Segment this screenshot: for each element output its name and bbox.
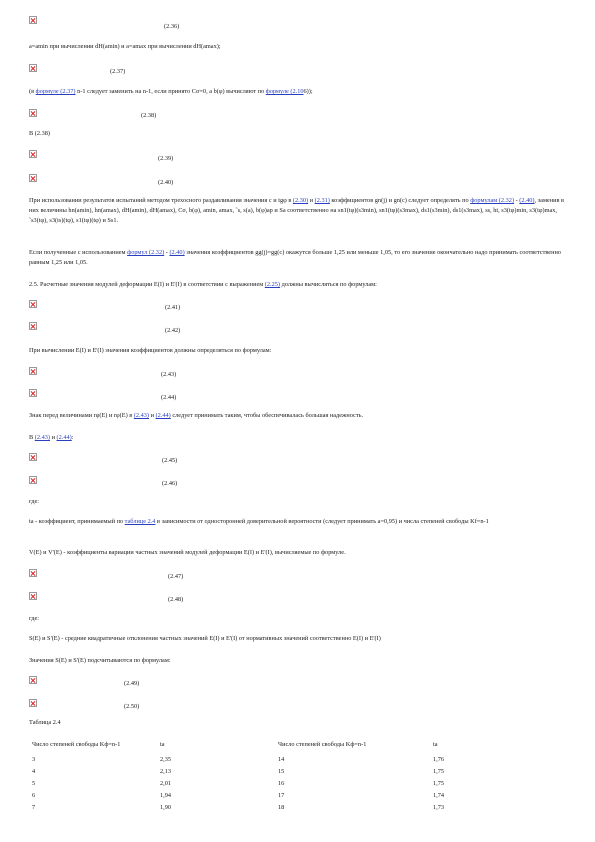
equation-number: (2.41): [165, 304, 181, 311]
table-cell: 4: [32, 768, 36, 775]
paragraph: S(E) и S'(E) - средние квадратичные отклонения частных значений E(I) и E'(I) от нормативных значений соответственно E(I) и E'(I): [29, 635, 381, 642]
table-cell: 1,90: [160, 804, 172, 811]
paragraph: Значения S(E) и S'(E) подсчитываются по формулам:: [29, 657, 171, 664]
table-cell: 7: [32, 804, 36, 811]
table-cell: 17: [278, 792, 285, 799]
formula-image-placeholder-icon: [29, 109, 37, 117]
paragraph: При вычислении E(I) и E'(I) значения коэффициентов должны определяться по формулам:: [29, 347, 272, 354]
text: в зависимости от односторонней доверительной вероятности (следует принимать a=0,95) и числа степеней свободы Kf=n-1: [155, 518, 489, 525]
equation-number: (2.40): [158, 179, 174, 186]
text: коэффициентов gn(j) и gn(c) следует определять по: [329, 197, 471, 204]
formula-image-placeholder-icon: [29, 453, 37, 461]
formula-link[interactable]: (2.40): [519, 197, 535, 204]
formula-image-placeholder-icon: [29, 676, 37, 684]
equation-number: (2.46): [162, 480, 178, 487]
formula-link[interactable]: формулам (2.32): [470, 197, 515, 204]
text: :: [71, 434, 74, 441]
table-header-cell: Число степеней свободы Kф=n-1: [32, 741, 121, 748]
formula-image-placeholder-icon: [29, 174, 37, 182]
formula-image-placeholder-icon: [29, 367, 37, 375]
paragraph: где:: [29, 498, 40, 505]
equation-number: (2.38): [141, 112, 157, 119]
paragraph: a=amin при вычислении dH(amin) и a=amax при вычислении dH(amax);: [29, 43, 221, 50]
table-title: Таблица 2.4: [29, 719, 61, 726]
formula-image-placeholder-icon: [29, 699, 37, 707]
text: 6));: [303, 88, 313, 95]
formula-image-placeholder-icon: [29, 16, 37, 24]
formula-link[interactable]: (2.44): [56, 434, 72, 441]
table-cell: 2,13: [160, 768, 172, 775]
formula-link[interactable]: формуле (2.37): [35, 88, 76, 95]
paragraph: [29, 87, 569, 97]
text: n-1 следует заменить на n-1, если принято Cσ=0, а b(φ) вычисляют по: [75, 88, 266, 95]
text: -: [164, 249, 170, 256]
table-header-cell: ta: [433, 741, 438, 748]
table-header-cell: ta: [160, 741, 165, 748]
text: и: [308, 197, 315, 204]
equation-number: (2.36): [164, 23, 180, 30]
text: При использовании результатов испытаний методом трехосного раздавливания значения с и tgφ в: [29, 197, 293, 204]
equation-number: (2.39): [158, 155, 174, 162]
table-cell: 1,75: [433, 768, 445, 775]
formula-link[interactable]: (2.31): [314, 197, 330, 204]
table-cell: 2,01: [160, 780, 172, 787]
paragraph: [29, 433, 569, 443]
paragraph: V(E) и V'(E) - коэффициенты вариации частных значений модулей деформации E(I) и E'(I), вычисляемые по формуле.: [29, 549, 346, 556]
formula-image-placeholder-icon: [29, 592, 37, 600]
paragraph: В (2.38): [29, 130, 50, 137]
table-link[interactable]: таблице 2.4: [124, 518, 156, 525]
equation-number: (2.47): [168, 573, 184, 580]
formula-link[interactable]: (2.44): [155, 412, 171, 419]
formula-link[interactable]: формул (2.32): [127, 249, 165, 256]
text: Знак перед величинами rφ(E) и rφ(E) в: [29, 412, 134, 419]
text: , заменив в них величины hn(amin), hn(amax), dH(amin), dH(amax), Cσ, b(φ), amin, amax, ˜s, s(a), b(φ)ap и Sa соответственно на sn1(tφ)(s3min), sn1(tφ)(s3max), ds1(s3min), ds1(s3max), ss, ht, s3(tφ)min, s3(tφ)max, ˜s3(tφ), s3(ts)(tφ), s1(tφ)(tφ) и Ss1.: [29, 197, 564, 224]
text: Если полученные с использованием: [29, 249, 128, 256]
text: значения коэффициентов gg(j)=gg(c) окажутся больше 1,25 или меньше 1,05, то его значение окончательно надо принимать соответственно равным 1,25 или 1,05.: [29, 249, 561, 266]
table-cell: 1,74: [433, 792, 445, 799]
paragraph: [29, 196, 569, 226]
table-cell: 3: [32, 756, 36, 763]
formula-image-placeholder-icon: [29, 476, 37, 484]
text: ta - коэффициент, принимаемый по: [29, 518, 125, 525]
equation-number: (2.50): [124, 703, 140, 710]
equation-number: (2.37): [110, 68, 126, 75]
formula-link[interactable]: (2.43): [34, 434, 50, 441]
equation-number: (2.44): [161, 394, 177, 401]
formula-link[interactable]: (2.30): [292, 197, 309, 204]
table-cell: 15: [278, 768, 285, 775]
text: -: [514, 197, 520, 204]
table-cell: 6: [32, 792, 36, 799]
formula-link[interactable]: (2.43): [133, 412, 150, 419]
text: и: [50, 434, 57, 441]
table-cell: 16: [278, 780, 285, 787]
text: 2.5. Расчетные значения модулей деформации E(I) и E'(I) в соответствии с выражением: [29, 281, 265, 288]
paragraph: [29, 517, 569, 527]
table-cell: 18: [278, 804, 285, 811]
text: и: [149, 412, 156, 419]
formula-image-placeholder-icon: [29, 569, 37, 577]
formula-link[interactable]: (2.25): [264, 281, 281, 288]
formula-image-placeholder-icon: [29, 322, 37, 330]
equation-number: (2.48): [168, 596, 184, 603]
paragraph: [29, 248, 569, 268]
table-cell: 14: [278, 756, 285, 763]
paragraph: где:: [29, 615, 40, 622]
equation-number: (2.45): [162, 457, 178, 464]
formula-image-placeholder-icon: [29, 300, 37, 308]
paragraph: [29, 280, 569, 290]
table-header-cell: Число степеней свободы Kф=n-1: [278, 741, 367, 748]
table-cell: 1,76: [433, 756, 445, 763]
paragraph: [29, 411, 569, 421]
formula-image-placeholder-icon: [29, 150, 37, 158]
text: следует принимать таким, чтобы обеспечивалась большая надежность.: [170, 412, 364, 419]
equation-number: (2.43): [161, 371, 177, 378]
formula-image-placeholder-icon: [29, 389, 37, 397]
text: (в: [29, 88, 36, 95]
text: должны вычисляться по формулам:: [280, 281, 377, 288]
text: В: [29, 434, 35, 441]
table-cell: 1,94: [160, 792, 172, 799]
equation-number: (2.42): [165, 327, 181, 334]
formula-image-placeholder-icon: [29, 64, 37, 72]
table-cell: 5: [32, 780, 36, 787]
table-cell: 1,73: [433, 804, 445, 811]
formula-link[interactable]: формуле (2.10: [265, 88, 304, 95]
formula-link[interactable]: (2.40): [169, 249, 185, 256]
table-cell: 1,75: [433, 780, 445, 787]
table-cell: 2,35: [160, 756, 172, 763]
equation-number: (2.49): [124, 680, 140, 687]
